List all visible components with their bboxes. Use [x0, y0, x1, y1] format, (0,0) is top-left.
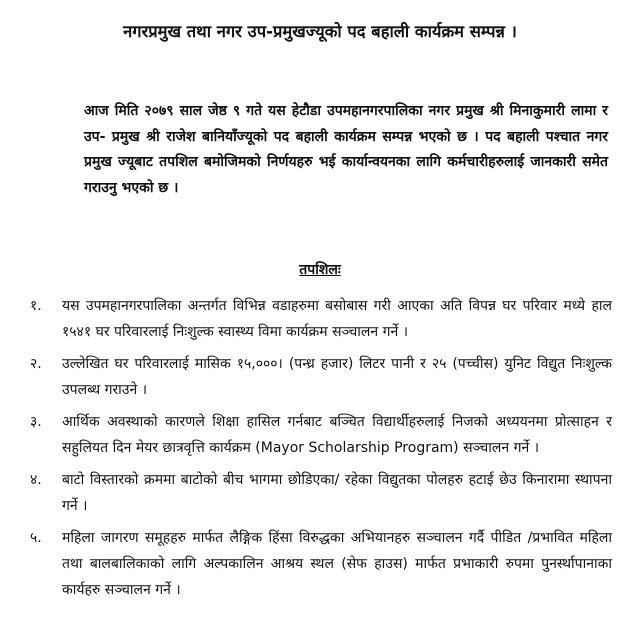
list-item-number: ४. — [30, 472, 42, 488]
list-item-text: महिला जागरण समूहहरु मार्फत लैङ्गिक हिंसा विरुद्धका अभियानहरु सञ्चालन गर्दै पीडित /प्रभावित महिला तथा बालबालिकाको लागि अल्पकालिन आश्रय स्थल (सेफ हाउस) मार्फत प्रभाकारी रुपमा पुनर्स्थापानाका कार्यहरु सञ्चालन गर्ने । — [62, 530, 612, 598]
list-item — [30, 293, 612, 345]
list-item-number: ५. — [30, 530, 42, 546]
details-heading-label: तपशिलः — [299, 262, 341, 278]
details-heading — [0, 260, 640, 280]
list-item-text: उल्लेखित घर परिवारलाई मासिक १५,०००। (पन्ध्र हजार) लिटर पानी र २५ (पच्चीस) युनिट विद्युत निःशुल्क उपलब्ध गराउने । — [62, 356, 612, 398]
list-item-text: बाटो विस्तारको क्रममा बाटोको बीच भागमा छोडिएका/ रहेका विद्युतका पोलहरु हटाई छेउ किनारामा स्थापना गर्ने । — [62, 472, 612, 514]
list-item — [30, 351, 612, 403]
list-item-text: आर्थिक अवस्थाको कारणले शिक्षा हासिल गर्नबाट बञ्चित विद्यार्थीहरुलाई निजको अध्ययनमा प्रोत्साहन र सहुलियत दिन मेयर छात्रवृत्ति कार्यक्रम (Mayor Scholarship Program) सञ्चालन गर्ने । — [62, 414, 612, 456]
list-item — [30, 525, 612, 603]
document-title: नगरप्रमुख तथा नगर उप-प्रमुखज्यूको पद बहाली कार्यक्रम सम्पन्न । — [123, 22, 517, 41]
list-item-number: १. — [30, 298, 42, 314]
list-item-number: ३. — [30, 414, 42, 430]
list-item — [30, 467, 612, 519]
list-item-text: यस उपमहानगरपालिका अन्तर्गत विभिन्न वडाहरुमा बसोबास गरी आएका अति विपन्न घर परिवार मध्ये हाल १५४१ घर परिवारलाई निःशुल्क स्वास्थ्य विमा कार्यक्रम सञ्चालन गर्ने । — [62, 298, 612, 340]
list-item — [30, 409, 612, 461]
intro-paragraph: आज मिति २०७९ साल जेष्ठ ९ गते यस हेटौडा उपमहानगरपालिका नगर प्रमुख श्री मिनाकुमारी लामा र उप- प्रमुख श्री राजेश बानियाँज्यूको पद बहाली कार्यक्रम सम्पन्न भएको छ । पद बहाली पश्चात नगर प्रमुख ज्यूबाट तपशिल बमोजिमको निर्णयहरु भई कार्यान्वयनका लागि कर्मचारीहरुलाई जानकारी समेत गराउनु भएको छ । — [84, 103, 608, 196]
decision-list — [30, 293, 612, 609]
list-item-number: २. — [30, 356, 42, 372]
